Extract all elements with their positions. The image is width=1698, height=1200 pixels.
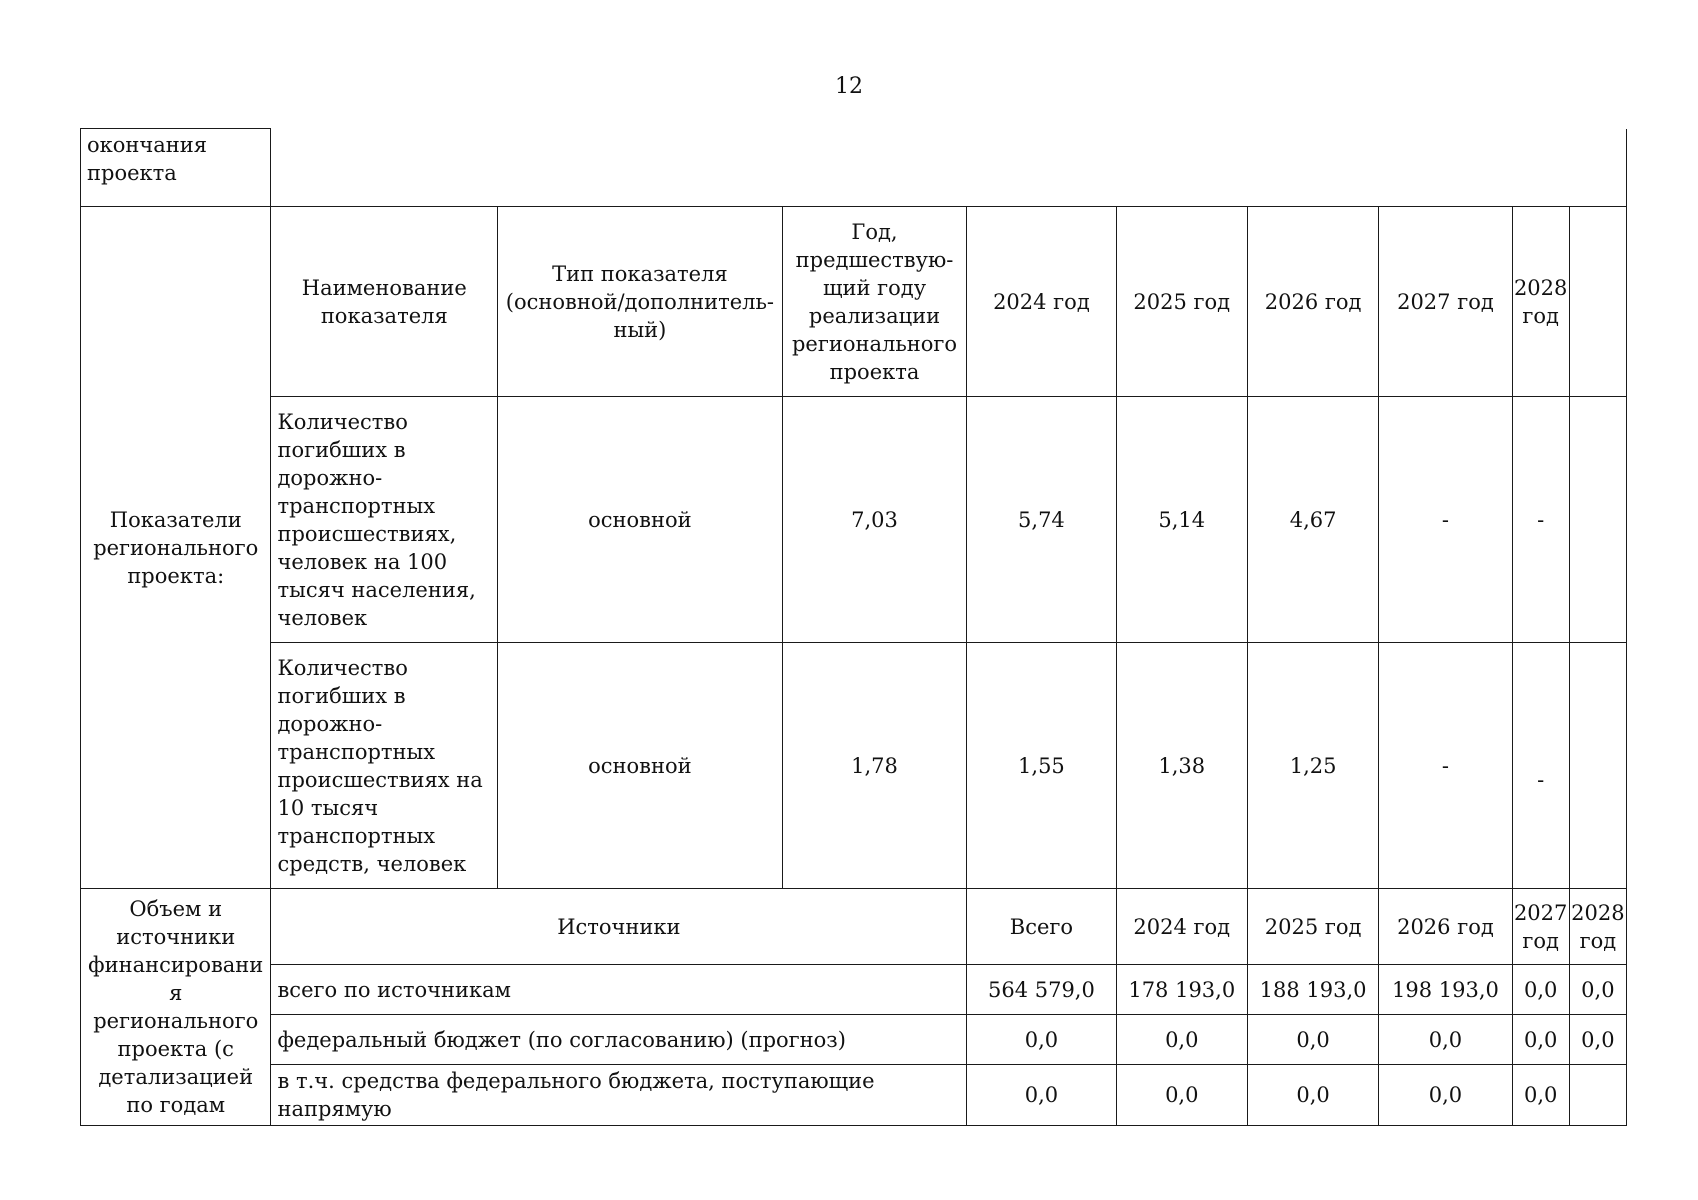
financing-total: 564 579,0 bbox=[967, 965, 1116, 1015]
header-fin-2025: 2025 год bbox=[1247, 889, 1378, 965]
financing-total: 0,0 bbox=[967, 1015, 1116, 1065]
indicator-2028-value: - bbox=[1512, 397, 1569, 643]
indicator-2026-value: 1,25 bbox=[1247, 643, 1378, 889]
project-end-label: окончания проекта bbox=[81, 129, 271, 207]
financing-2025: 0,0 bbox=[1247, 1065, 1378, 1126]
financing-2028 bbox=[1569, 1065, 1626, 1126]
financing-2026: 0,0 bbox=[1379, 1015, 1512, 1065]
financing-2024: 0,0 bbox=[1116, 1015, 1247, 1065]
indicator-empty-cell bbox=[1569, 397, 1626, 643]
indicator-base-value: 7,03 bbox=[782, 397, 966, 643]
financing-2024: 0,0 bbox=[1116, 1065, 1247, 1126]
indicator-2028-value: - bbox=[1512, 643, 1569, 889]
financing-2026: 198 193,0 bbox=[1379, 965, 1512, 1015]
header-total: Всего bbox=[967, 889, 1116, 965]
indicator-type: основной bbox=[498, 643, 783, 889]
indicator-row bbox=[81, 397, 1627, 643]
project-end-row bbox=[81, 129, 1627, 207]
financing-2028: 0,0 bbox=[1569, 1015, 1626, 1065]
indicator-2026-value: 4,67 bbox=[1247, 397, 1378, 643]
header-fin-2024: 2024 год bbox=[1116, 889, 1247, 965]
financing-2026: 0,0 bbox=[1379, 1065, 1512, 1126]
financing-2025: 188 193,0 bbox=[1247, 965, 1378, 1015]
financing-2027: 0,0 bbox=[1512, 965, 1569, 1015]
header-indicator-type: Тип показателя (основной/дополнитель-ный) bbox=[498, 207, 783, 397]
indicator-name: Количество погибших в дорожно-транспортных происшествиях, человек на 100 тысяч населения, человек bbox=[271, 397, 498, 643]
indicator-type: основной bbox=[498, 397, 783, 643]
indicator-2027-value: - bbox=[1379, 397, 1512, 643]
indicator-row bbox=[81, 643, 1627, 889]
financing-2025: 0,0 bbox=[1247, 1015, 1378, 1065]
indicator-2024-value: 1,55 bbox=[967, 643, 1116, 889]
financing-source: в т.ч. средства федерального бюджета, поступающие напрямую bbox=[271, 1065, 967, 1126]
indicator-2025-value: 5,14 bbox=[1116, 397, 1247, 643]
financing-2027: 0,0 bbox=[1512, 1065, 1569, 1126]
indicator-empty-cell bbox=[1569, 643, 1626, 889]
header-indicator-name: Наименование показателя bbox=[271, 207, 498, 397]
financing-2024: 178 193,0 bbox=[1116, 965, 1247, 1015]
header-2027: 2027 год bbox=[1379, 207, 1512, 397]
financing-header-row bbox=[81, 889, 1627, 965]
header-2026: 2026 год bbox=[1247, 207, 1378, 397]
financing-row bbox=[81, 1065, 1627, 1126]
financing-source: всего по источникам bbox=[271, 965, 967, 1015]
header-2024: 2024 год bbox=[967, 207, 1116, 397]
financing-section-label: Объем и источники финансирования регионального проекта (с детализацией по годам bbox=[81, 889, 271, 1126]
header-fin-2027: 2027 год bbox=[1512, 889, 1569, 965]
financing-row bbox=[81, 1015, 1627, 1065]
header-empty bbox=[1569, 207, 1626, 397]
project-passport-table bbox=[80, 128, 1627, 1126]
financing-source: федеральный бюджет (по согласованию) (прогноз) bbox=[271, 1015, 967, 1065]
indicators-section-label: Показатели регионального проекта: bbox=[81, 207, 271, 889]
indicator-base-value: 1,78 bbox=[782, 643, 966, 889]
indicator-2025-value: 1,38 bbox=[1116, 643, 1247, 889]
page-number: 12 bbox=[835, 74, 863, 99]
header-base-year: Год, предшествую-щий году реализации регионального проекта bbox=[782, 207, 966, 397]
indicator-2024-value: 5,74 bbox=[967, 397, 1116, 643]
financing-2027: 0,0 bbox=[1512, 1015, 1569, 1065]
financing-total: 0,0 bbox=[967, 1065, 1116, 1126]
header-fin-2026: 2026 год bbox=[1379, 889, 1512, 965]
financing-row bbox=[81, 965, 1627, 1015]
indicator-name: Количество погибших в дорожно-транспортных происшествиях на 10 тысяч транспортных средств, человек bbox=[271, 643, 498, 889]
financing-2028: 0,0 bbox=[1569, 965, 1626, 1015]
header-fin-2028: 2028 год bbox=[1569, 889, 1626, 965]
project-end-value bbox=[271, 129, 1627, 207]
header-sources: Источники bbox=[271, 889, 967, 965]
header-2025: 2025 год bbox=[1116, 207, 1247, 397]
header-2028: 2028 год bbox=[1512, 207, 1569, 397]
indicator-2027-value: - bbox=[1379, 643, 1512, 889]
indicators-header-row bbox=[81, 207, 1627, 397]
